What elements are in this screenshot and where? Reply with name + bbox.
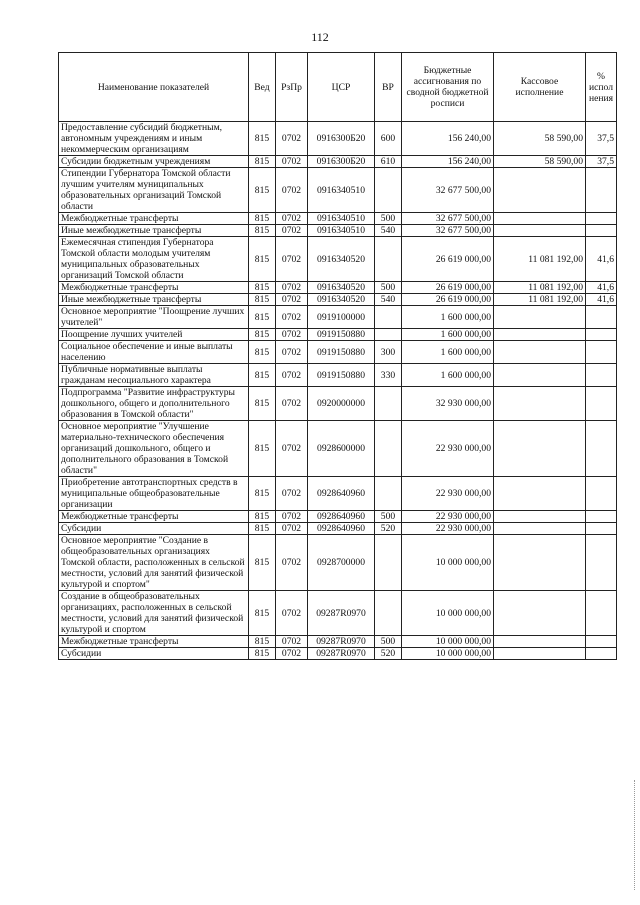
cell-csr: 0928640960 xyxy=(308,511,375,523)
cell-rzpr: 0702 xyxy=(276,387,308,421)
cell-budget: 32 930 000,00 xyxy=(402,387,494,421)
cell-pct: 41,6 xyxy=(586,282,617,294)
cell-rzpr: 0702 xyxy=(276,329,308,341)
cell-pct xyxy=(586,477,617,511)
cell-cash xyxy=(494,648,586,660)
cell-ved: 815 xyxy=(249,225,276,237)
cell-cash xyxy=(494,213,586,225)
table-row xyxy=(59,156,617,168)
cell-ved: 815 xyxy=(249,122,276,156)
table-row xyxy=(59,329,617,341)
cell-cash xyxy=(494,387,586,421)
cell-vr: 500 xyxy=(375,511,402,523)
cell-csr: 0928700000 xyxy=(308,535,375,591)
cell-csr: 0916300Б20 xyxy=(308,122,375,156)
table-row xyxy=(59,636,617,648)
table-row xyxy=(59,523,617,535)
cell-csr: 0916340520 xyxy=(308,237,375,282)
cell-ved: 815 xyxy=(249,294,276,306)
cell-ved: 815 xyxy=(249,306,276,329)
cell-name: Иные межбюджетные трансферты xyxy=(59,294,249,306)
header-vr: ВР xyxy=(375,53,402,122)
cell-ved: 815 xyxy=(249,421,276,477)
header-rzpr: РзПр xyxy=(276,53,308,122)
cell-name: Социальное обеспечение и иные выплаты населению xyxy=(59,341,249,364)
cell-rzpr: 0702 xyxy=(276,294,308,306)
table-row xyxy=(59,535,617,591)
cell-vr: 330 xyxy=(375,364,402,387)
cell-cash xyxy=(494,168,586,213)
cell-csr: 09287R0970 xyxy=(308,636,375,648)
cell-rzpr: 0702 xyxy=(276,591,308,636)
cell-vr xyxy=(375,477,402,511)
cell-budget: 156 240,00 xyxy=(402,156,494,168)
cell-name: Предоставление субсидий бюджетным, автономным учреждениям и иным некоммерческим организациям xyxy=(59,122,249,156)
cell-pct xyxy=(586,341,617,364)
cell-rzpr: 0702 xyxy=(276,225,308,237)
cell-vr xyxy=(375,306,402,329)
cell-pct xyxy=(586,364,617,387)
cell-pct: 41,6 xyxy=(586,294,617,306)
cell-vr xyxy=(375,329,402,341)
cell-pct xyxy=(586,511,617,523)
cell-cash xyxy=(494,535,586,591)
cell-vr xyxy=(375,237,402,282)
cell-vr xyxy=(375,421,402,477)
cell-budget: 1 600 000,00 xyxy=(402,364,494,387)
cell-budget: 1 600 000,00 xyxy=(402,329,494,341)
cell-cash xyxy=(494,511,586,523)
cell-vr: 520 xyxy=(375,523,402,535)
cell-budget: 22 930 000,00 xyxy=(402,523,494,535)
cell-cash xyxy=(494,636,586,648)
cell-budget: 22 930 000,00 xyxy=(402,511,494,523)
cell-ved: 815 xyxy=(249,168,276,213)
cell-name: Основное мероприятие "Улучшение материально-технического обеспечения организаций дошкольного, общего и дополнительного образования в Томской области" xyxy=(59,421,249,477)
table-row xyxy=(59,213,617,225)
table-row xyxy=(59,294,617,306)
header-name: Наименование показателей xyxy=(59,53,249,122)
cell-name: Поощрение лучших учителей xyxy=(59,329,249,341)
cell-name: Ежемесячная стипендия Губернатора Томской области молодым учителям муниципальных образовательных организаций Томской области xyxy=(59,237,249,282)
table-row xyxy=(59,168,617,213)
cell-vr: 600 xyxy=(375,122,402,156)
cell-budget: 10 000 000,00 xyxy=(402,535,494,591)
cell-name: Основное мероприятие "Создание в общеобразовательных организациях Томской области, расположенных в сельской местности, условий для занятий физической культурой и спортом" xyxy=(59,535,249,591)
cell-pct xyxy=(586,535,617,591)
table-row xyxy=(59,306,617,329)
cell-rzpr: 0702 xyxy=(276,421,308,477)
cell-ved: 815 xyxy=(249,282,276,294)
cell-vr xyxy=(375,168,402,213)
table-row xyxy=(59,237,617,282)
cell-name: Создание в общеобразовательных организациях, расположенных в сельской местности, условий для занятий физической культурой и спортом xyxy=(59,591,249,636)
cell-name: Основное мероприятие "Поощрение лучших учителей" xyxy=(59,306,249,329)
cell-budget: 26 619 000,00 xyxy=(402,294,494,306)
cell-rzpr: 0702 xyxy=(276,213,308,225)
cell-ved: 815 xyxy=(249,387,276,421)
header-csr: ЦСР xyxy=(308,53,375,122)
cell-cash xyxy=(494,225,586,237)
header-pct: % испол нения xyxy=(586,53,617,122)
cell-rzpr: 0702 xyxy=(276,477,308,511)
cell-pct xyxy=(586,168,617,213)
cell-cash xyxy=(494,523,586,535)
cell-ved: 815 xyxy=(249,364,276,387)
cell-vr xyxy=(375,535,402,591)
cell-pct: 41,6 xyxy=(586,237,617,282)
page-number: 112 xyxy=(311,30,329,44)
cell-name: Публичные нормативные выплаты гражданам несоциального характера xyxy=(59,364,249,387)
cell-name: Иные межбюджетные трансферты xyxy=(59,225,249,237)
cell-ved: 815 xyxy=(249,477,276,511)
cell-budget: 1 600 000,00 xyxy=(402,306,494,329)
cell-csr: 09287R0970 xyxy=(308,591,375,636)
cell-budget: 22 930 000,00 xyxy=(402,477,494,511)
cell-ved: 815 xyxy=(249,523,276,535)
cell-rzpr: 0702 xyxy=(276,237,308,282)
cell-rzpr: 0702 xyxy=(276,341,308,364)
cell-rzpr: 0702 xyxy=(276,122,308,156)
cell-pct xyxy=(586,591,617,636)
cell-name: Приобретение автотранспортных средств в муниципальные общеобразовательные организации xyxy=(59,477,249,511)
cell-ved: 815 xyxy=(249,156,276,168)
cell-ved: 815 xyxy=(249,341,276,364)
cell-pct xyxy=(586,636,617,648)
cell-csr: 0928640960 xyxy=(308,477,375,511)
cell-rzpr: 0702 xyxy=(276,636,308,648)
cell-csr: 0916340510 xyxy=(308,213,375,225)
cell-vr: 500 xyxy=(375,213,402,225)
cell-csr: 0919150880 xyxy=(308,341,375,364)
cell-csr: 0916340510 xyxy=(308,225,375,237)
cell-pct: 37,5 xyxy=(586,122,617,156)
cell-cash xyxy=(494,591,586,636)
cell-csr: 0916340510 xyxy=(308,168,375,213)
cell-budget: 26 619 000,00 xyxy=(402,237,494,282)
cell-name: Межбюджетные трансферты xyxy=(59,636,249,648)
cell-budget: 32 677 500,00 xyxy=(402,213,494,225)
cell-budget: 10 000 000,00 xyxy=(402,648,494,660)
cell-rzpr: 0702 xyxy=(276,364,308,387)
cell-vr: 500 xyxy=(375,282,402,294)
cell-vr: 520 xyxy=(375,648,402,660)
cell-csr: 0916300Б20 xyxy=(308,156,375,168)
cell-csr: 0919150880 xyxy=(308,329,375,341)
table-row xyxy=(59,648,617,660)
cell-ved: 815 xyxy=(249,591,276,636)
cell-pct: 37,5 xyxy=(586,156,617,168)
cell-budget: 32 677 500,00 xyxy=(402,225,494,237)
cell-budget: 10 000 000,00 xyxy=(402,636,494,648)
cell-ved: 815 xyxy=(249,511,276,523)
cell-budget: 32 677 500,00 xyxy=(402,168,494,213)
table-row xyxy=(59,421,617,477)
cell-pct xyxy=(586,329,617,341)
page-edge-mark xyxy=(634,780,637,890)
cell-budget: 1 600 000,00 xyxy=(402,341,494,364)
cell-rzpr: 0702 xyxy=(276,535,308,591)
table-row xyxy=(59,387,617,421)
cell-cash: 58 590,00 xyxy=(494,122,586,156)
cell-csr: 0920000000 xyxy=(308,387,375,421)
cell-csr: 0916340520 xyxy=(308,294,375,306)
cell-cash xyxy=(494,306,586,329)
table-row xyxy=(59,511,617,523)
cell-rzpr: 0702 xyxy=(276,168,308,213)
cell-cash: 11 081 192,00 xyxy=(494,282,586,294)
cell-name: Субсидии xyxy=(59,523,249,535)
cell-pct xyxy=(586,306,617,329)
cell-budget: 156 240,00 xyxy=(402,122,494,156)
cell-budget: 22 930 000,00 xyxy=(402,421,494,477)
cell-ved: 815 xyxy=(249,237,276,282)
budget-table xyxy=(58,52,617,660)
table-row xyxy=(59,477,617,511)
table-row xyxy=(59,364,617,387)
cell-csr: 09287R0970 xyxy=(308,648,375,660)
table-row xyxy=(59,282,617,294)
cell-pct xyxy=(586,523,617,535)
cell-cash: 11 081 192,00 xyxy=(494,237,586,282)
table-row xyxy=(59,122,617,156)
cell-csr: 0919100000 xyxy=(308,306,375,329)
cell-name: Стипендии Губернатора Томской области лучшим учителям муниципальных образовательных организаций Томской области xyxy=(59,168,249,213)
cell-ved: 815 xyxy=(249,213,276,225)
cell-ved: 815 xyxy=(249,636,276,648)
cell-rzpr: 0702 xyxy=(276,282,308,294)
cell-vr: 540 xyxy=(375,225,402,237)
cell-cash xyxy=(494,329,586,341)
cell-pct xyxy=(586,213,617,225)
header-ved: Вед xyxy=(249,53,276,122)
cell-ved: 815 xyxy=(249,648,276,660)
cell-cash: 58 590,00 xyxy=(494,156,586,168)
table-row xyxy=(59,341,617,364)
cell-rzpr: 0702 xyxy=(276,156,308,168)
cell-pct xyxy=(586,387,617,421)
cell-cash xyxy=(494,477,586,511)
cell-csr: 0928640960 xyxy=(308,523,375,535)
table-header-row xyxy=(59,53,617,122)
cell-rzpr: 0702 xyxy=(276,511,308,523)
cell-name: Субсидии xyxy=(59,648,249,660)
cell-csr: 0919150880 xyxy=(308,364,375,387)
cell-name: Межбюджетные трансферты xyxy=(59,282,249,294)
cell-cash xyxy=(494,364,586,387)
cell-name: Межбюджетные трансферты xyxy=(59,213,249,225)
table-row xyxy=(59,225,617,237)
cell-csr: 0916340520 xyxy=(308,282,375,294)
cell-budget: 10 000 000,00 xyxy=(402,591,494,636)
cell-ved: 815 xyxy=(249,329,276,341)
header-cash: Кассовое исполнение xyxy=(494,53,586,122)
cell-vr xyxy=(375,591,402,636)
cell-rzpr: 0702 xyxy=(276,523,308,535)
cell-name: Подпрограмма "Развитие инфраструктуры дошкольного, общего и дополнительного образования в Томской области" xyxy=(59,387,249,421)
cell-rzpr: 0702 xyxy=(276,306,308,329)
cell-name: Субсидии бюджетным учреждениям xyxy=(59,156,249,168)
cell-pct xyxy=(586,421,617,477)
cell-rzpr: 0702 xyxy=(276,648,308,660)
cell-csr: 0928600000 xyxy=(308,421,375,477)
cell-pct xyxy=(586,225,617,237)
cell-pct xyxy=(586,648,617,660)
cell-ved: 815 xyxy=(249,535,276,591)
table-row xyxy=(59,591,617,636)
cell-vr: 300 xyxy=(375,341,402,364)
cell-vr xyxy=(375,387,402,421)
cell-vr: 610 xyxy=(375,156,402,168)
cell-budget: 26 619 000,00 xyxy=(402,282,494,294)
header-budget: Бюджетные ассигнования по сводной бюджетной росписи xyxy=(402,53,494,122)
cell-vr: 540 xyxy=(375,294,402,306)
cell-vr: 500 xyxy=(375,636,402,648)
cell-cash xyxy=(494,341,586,364)
cell-cash: 11 081 192,00 xyxy=(494,294,586,306)
cell-cash xyxy=(494,421,586,477)
cell-name: Межбюджетные трансферты xyxy=(59,511,249,523)
